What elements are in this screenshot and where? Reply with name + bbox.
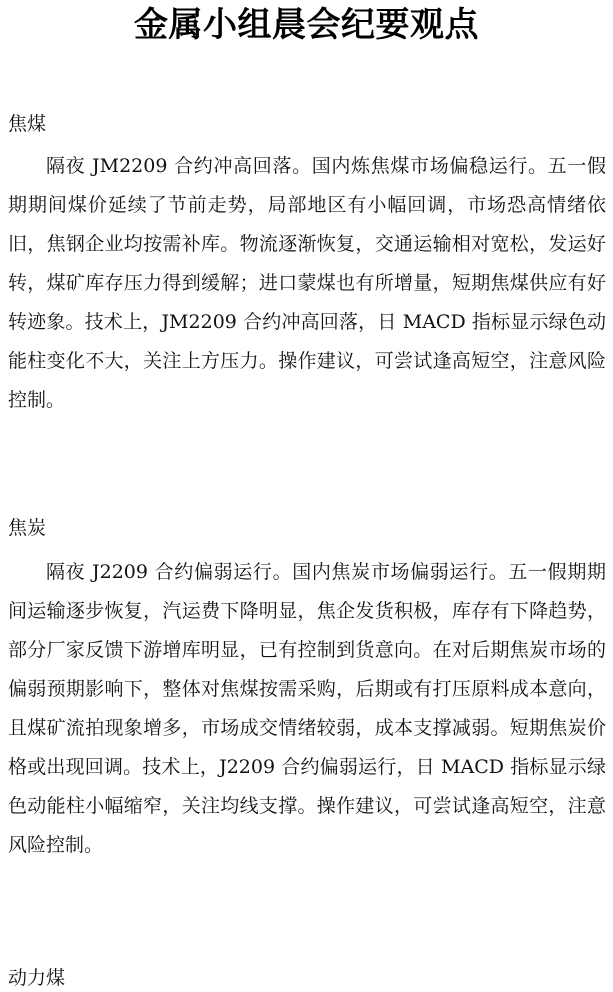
section-heading-coke: 焦炭 xyxy=(8,517,47,539)
section-heading-thermal-coal: 动力煤 xyxy=(8,967,66,989)
section-body-coke: 隔夜 J2209 合约偏弱运行。国内焦炭市场偏弱运行。五一假期期间运输逐步恢复，汽运费下降明显，焦企发货积极，库存有下降趋势，部分厂家反馈下游增库明显，已有控制到货意向。在对后期焦炭市场的偏弱预期影响下，整体对焦煤按需采购，后期或有打压原料成本意向，且煤矿流拍现象增多，市场成交情绪较弱，成本支撑减弱。短期焦炭价格或出现回调。技术上，J2209 合约偏弱运行，日 MACD 指标显示绿色动能柱小幅缩窄，关注均线支撑。操作建议，可尝试逢高短空，注意风险控制。 xyxy=(8,561,606,856)
page-title: 金属小组晨会纪要观点 xyxy=(134,5,479,45)
section-heading-coking-coal: 焦煤 xyxy=(8,113,47,135)
section-body-coking-coal: 隔夜 JM2209 合约冲高回落。国内炼焦煤市场偏稳运行。五一假期期间煤价延续了节前走势，局部地区有小幅回调，市场恐高情绪依旧，焦钢企业均按需补库。物流逐渐恢复，交通运输相对宽松，发运好转，煤矿库存压力得到缓解；进口蒙煤也有所增量，短期焦煤供应有好转迹象。技术上，JM2209 合约冲高回落，日 MACD 指标显示绿色动能柱变化不大，关注上方压力。操作建议，可尝试逢高短空，注意风险控制。 xyxy=(8,155,606,411)
